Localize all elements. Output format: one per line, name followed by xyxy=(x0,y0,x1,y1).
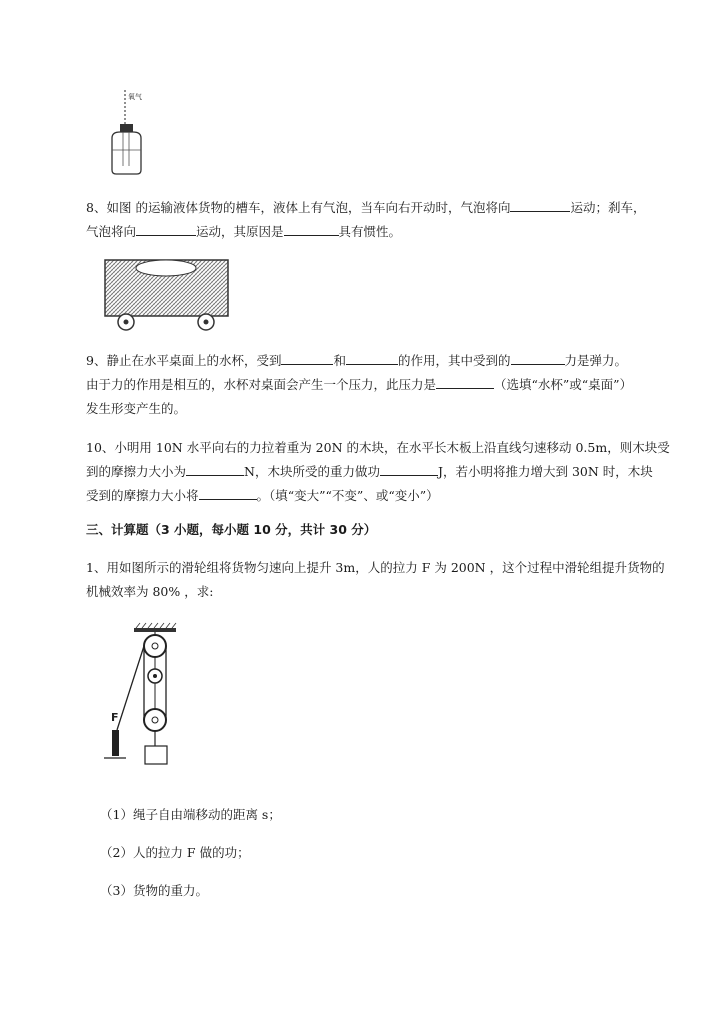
c1-sub-2: （2）人的拉力 F 做的功； xyxy=(100,845,250,860)
c1-sub-1: （1）绳子自由端移动的距离 s； xyxy=(100,807,281,822)
pulley-force-label: F xyxy=(111,711,119,724)
q8-blank-3[interactable] xyxy=(284,223,339,236)
c1-sub-3: （3）货物的重力。 xyxy=(100,883,208,898)
section-3-title: 三、计算题（3 小题，每小题 10 分，共计 30 分） xyxy=(86,522,377,537)
bottle-label: 氧气 xyxy=(128,93,142,101)
q9-blank-1[interactable] xyxy=(281,352,333,365)
q9-line-1: 9、静止在水平桌面上的水杯，受到 和 的作用，其中受到的 力是弹力。 xyxy=(86,353,628,368)
q9-line-2: 由于力的作用是相互的，水杯对桌面会产生一个压力，此压力是 （选填“水杯”或“桌面”） xyxy=(86,377,633,392)
q8-blank-1[interactable] xyxy=(510,199,570,212)
q10-line-2: 到的摩擦力大小为 N，木块所受的重力做功 J，若小明将推力增大到 30N 时，木块 xyxy=(86,464,653,479)
q9-blank-4[interactable] xyxy=(436,376,494,389)
tank-truck-figure xyxy=(100,254,235,334)
c1-line-1: 1、用如图所示的滑轮组将货物匀速向上提升 3m，人的拉力 F 为 200N ，这个过程中滑轮组提升货物的 xyxy=(86,560,665,575)
q10-line-1: 10、小明用 10N 水平向右的力拉着重为 20N 的木块，在水平长木板上沿直线匀速移动 0.5m，则木块受 xyxy=(86,440,670,455)
q8-line-2: 气泡将向 运动，其原因是 具有惯性。 xyxy=(86,224,402,239)
bottle-figure xyxy=(100,88,160,176)
q9-line-3: 发生形变产生的。 xyxy=(86,401,187,416)
c1-line-2: 机械效率为 80% ，求: xyxy=(86,584,214,599)
q10-blank-2[interactable] xyxy=(380,463,438,476)
q8-blank-2[interactable] xyxy=(136,223,196,236)
pulley-figure xyxy=(100,622,190,770)
q10-blank-3[interactable] xyxy=(199,487,257,500)
q9-blank-3[interactable] xyxy=(511,352,565,365)
q10-blank-1[interactable] xyxy=(186,463,244,476)
q10-line-3: 受到的摩擦力大小将 。（填“变大”“不变”、或“变小”） xyxy=(86,488,439,503)
q9-blank-2[interactable] xyxy=(346,352,398,365)
q8-line-1: 8、如图 的运输液体货物的槽车，液体上有气泡，当车向右开动时，气泡将向 运动；刹车， xyxy=(86,200,646,215)
